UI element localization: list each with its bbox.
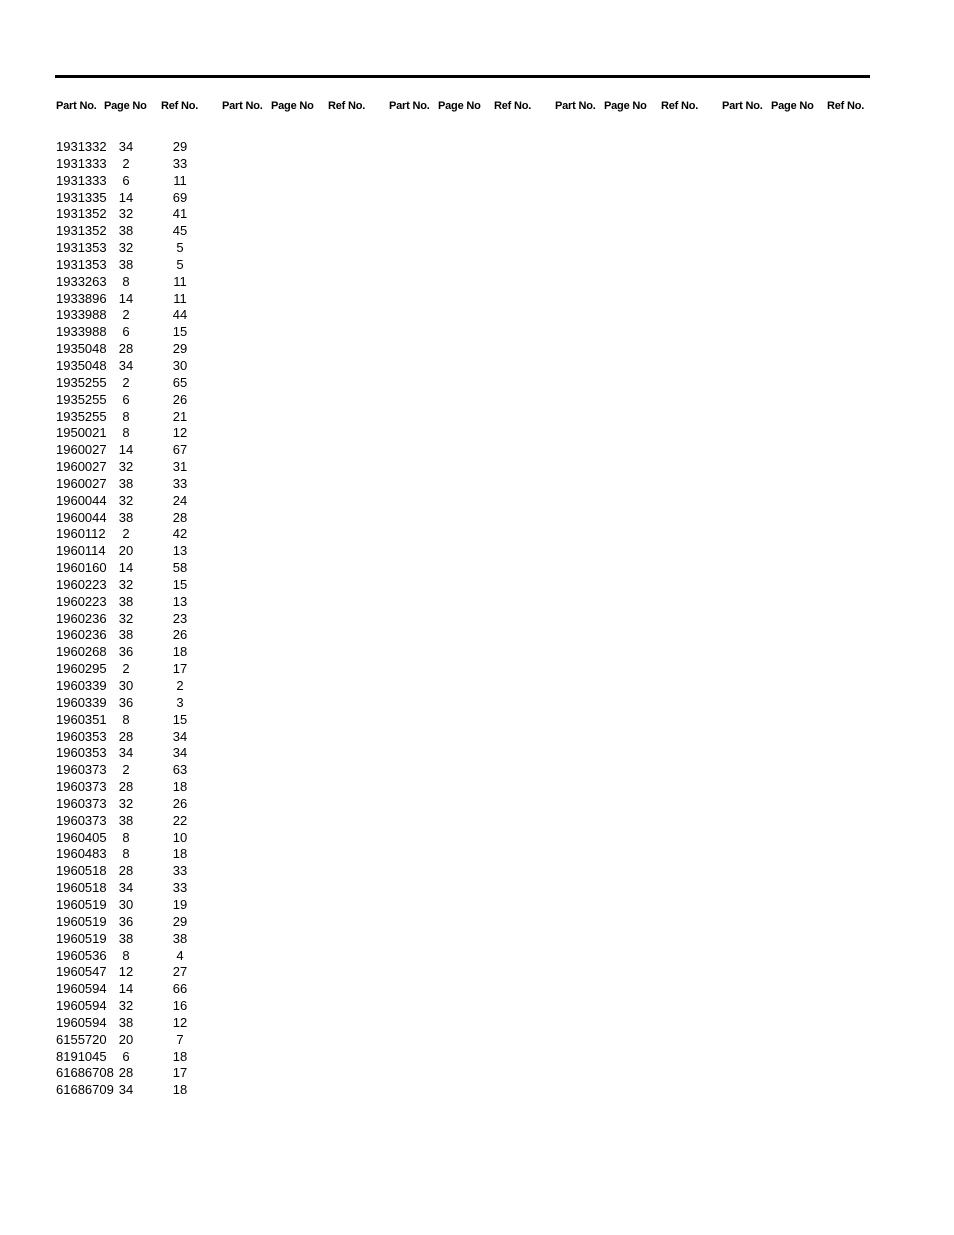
table-row: [55, 830, 235, 847]
table-row: [55, 712, 235, 729]
header-ref-no-1: Ref No.: [161, 100, 199, 112]
part-number: 1931332: [56, 139, 107, 154]
table-row: [55, 627, 235, 644]
part-number: 61686708: [56, 1065, 114, 1081]
page-number: 34: [118, 880, 134, 896]
page-number: 38: [118, 812, 134, 828]
ref-number: 18: [172, 846, 188, 862]
page-number: 34: [118, 745, 134, 761]
header-ref-no-4: Ref No.: [661, 100, 699, 112]
ref-number: 12: [172, 425, 188, 441]
ref-number: 26: [172, 795, 188, 811]
ref-number: 66: [172, 981, 188, 997]
ref-number: 18: [172, 1048, 188, 1064]
page-number: 34: [118, 357, 134, 373]
page-number: 32: [118, 240, 134, 256]
part-number: 1935048: [56, 357, 107, 373]
parts-index-list: [55, 139, 235, 1099]
part-number: 1960373: [56, 812, 107, 828]
page-number: 20: [118, 543, 134, 559]
ref-number: 34: [172, 745, 188, 761]
part-number: 1960351: [56, 711, 107, 727]
page-number: 20: [118, 1031, 134, 1047]
part-number: 1960519: [56, 913, 107, 929]
ref-number: 29: [172, 341, 188, 357]
page-number: 8: [122, 947, 130, 963]
table-row: [55, 476, 235, 493]
ref-number: 23: [172, 610, 188, 626]
ref-number: 17: [172, 661, 188, 677]
header-page-no-2: Page No: [271, 100, 314, 112]
header-page-no-1: Page No: [104, 100, 147, 112]
part-number: 1960236: [56, 627, 107, 643]
part-number: 1960268: [56, 644, 107, 660]
header-part-no-3: Part No.: [389, 100, 430, 112]
part-number: 1960236: [56, 610, 107, 626]
page-number: 32: [118, 206, 134, 222]
ref-number: 63: [172, 762, 188, 778]
ref-number: 18: [172, 644, 188, 660]
part-number: 1960547: [56, 964, 107, 980]
page-number: 2: [122, 762, 130, 778]
part-number: 1960044: [56, 492, 107, 508]
table-row: [55, 375, 235, 392]
page-number: 34: [118, 139, 134, 154]
part-number: 1960160: [56, 560, 107, 576]
page-number: 32: [118, 459, 134, 475]
table-row: [55, 1082, 235, 1099]
table-row: [55, 964, 235, 981]
part-number: 1931352: [56, 223, 107, 239]
ref-number: 22: [172, 812, 188, 828]
part-number: 1960518: [56, 863, 107, 879]
page-number: 28: [118, 863, 134, 879]
table-row: [55, 863, 235, 880]
ref-number: 3: [176, 694, 184, 710]
page-number: 2: [122, 155, 130, 171]
page-number: 32: [118, 998, 134, 1014]
page-number: 8: [122, 846, 130, 862]
table-row: [55, 796, 235, 813]
page-number: 14: [118, 189, 134, 205]
table-row: [55, 1065, 235, 1082]
page-number: 14: [118, 981, 134, 997]
part-number: 1960295: [56, 661, 107, 677]
ref-number: 33: [172, 475, 188, 491]
table-row: [55, 223, 235, 240]
part-number: 1960594: [56, 1014, 107, 1030]
table-row: [55, 813, 235, 830]
ref-number: 13: [172, 543, 188, 559]
part-number: 1935255: [56, 408, 107, 424]
page-number: 14: [118, 290, 134, 306]
part-number: 1960223: [56, 593, 107, 609]
page-number: 6: [122, 391, 130, 407]
table-row: [55, 442, 235, 459]
table-row: [55, 998, 235, 1015]
ref-number: 29: [172, 913, 188, 929]
page-number: 2: [122, 307, 130, 323]
table-row: [55, 190, 235, 207]
ref-number: 13: [172, 593, 188, 609]
table-row: [55, 560, 235, 577]
table-row: [55, 425, 235, 442]
ref-number: 17: [172, 1065, 188, 1081]
ref-number: 69: [172, 189, 188, 205]
table-row: [55, 1032, 235, 1049]
part-number: 1935048: [56, 341, 107, 357]
ref-number: 16: [172, 998, 188, 1014]
ref-number: 24: [172, 492, 188, 508]
part-number: 1960223: [56, 576, 107, 592]
table-row: [55, 1049, 235, 1066]
header-part-no-5: Part No.: [722, 100, 763, 112]
page-number: 14: [118, 560, 134, 576]
part-number: 1960536: [56, 947, 107, 963]
page-number: 14: [118, 442, 134, 458]
page-number: 2: [122, 374, 130, 390]
table-row: [55, 510, 235, 527]
ref-number: 28: [172, 509, 188, 525]
part-number: 1960027: [56, 459, 107, 475]
part-number: 8191045: [56, 1048, 107, 1064]
ref-number: 38: [172, 930, 188, 946]
table-row: [55, 695, 235, 712]
table-row: [55, 341, 235, 358]
ref-number: 19: [172, 896, 188, 912]
part-number: 1960373: [56, 762, 107, 778]
ref-number: 30: [172, 357, 188, 373]
ref-number: 26: [172, 627, 188, 643]
header-rule: [55, 75, 870, 78]
page-number: 38: [118, 930, 134, 946]
ref-number: 21: [172, 408, 188, 424]
ref-number: 18: [172, 779, 188, 795]
table-row: [55, 493, 235, 510]
table-row: [55, 139, 235, 156]
ref-number: 15: [172, 576, 188, 592]
table-row: [55, 324, 235, 341]
page-number: 6: [122, 1048, 130, 1064]
page-number: 38: [118, 593, 134, 609]
header-ref-no-5: Ref No.: [827, 100, 865, 112]
part-number: 1960353: [56, 745, 107, 761]
page-number: 8: [122, 829, 130, 845]
page-number: 32: [118, 492, 134, 508]
ref-number: 18: [172, 1082, 188, 1098]
page-number: 32: [118, 795, 134, 811]
ref-number: 4: [176, 947, 184, 963]
table-row: [55, 577, 235, 594]
table-row: [55, 257, 235, 274]
table-row: [55, 173, 235, 190]
table-row: [55, 307, 235, 324]
table-row: [55, 459, 235, 476]
ref-number: 2: [176, 678, 184, 693]
part-number: 1933988: [56, 324, 107, 340]
table-row: [55, 914, 235, 931]
part-number: 1933263: [56, 273, 107, 289]
part-number: 1960353: [56, 728, 107, 744]
page-number: 8: [122, 408, 130, 424]
ref-number: 65: [172, 374, 188, 390]
page-number: 38: [118, 223, 134, 239]
part-number: 1935255: [56, 391, 107, 407]
ref-number: 42: [172, 526, 188, 542]
header-page-no-4: Page No: [604, 100, 647, 112]
ref-number: 29: [172, 139, 188, 154]
table-row: [55, 678, 235, 695]
table-row: [55, 526, 235, 543]
part-number: 1960373: [56, 779, 107, 795]
table-row: [55, 779, 235, 796]
page-number: 6: [122, 324, 130, 340]
part-number: 1931333: [56, 172, 107, 188]
table-row: [55, 392, 235, 409]
table-row: [55, 880, 235, 897]
ref-number: 11: [173, 290, 187, 306]
table-row: [55, 897, 235, 914]
table-row: [55, 543, 235, 560]
ref-number: 31: [172, 459, 188, 475]
page-number: 12: [118, 964, 134, 980]
table-row: [55, 846, 235, 863]
ref-number: 11: [173, 273, 187, 289]
part-number: 1931353: [56, 256, 107, 272]
table-row: [55, 931, 235, 948]
ref-number: 5: [176, 240, 184, 256]
ref-number: 10: [172, 829, 188, 845]
header-page-no-3: Page No: [438, 100, 481, 112]
page-number: 28: [118, 1065, 134, 1081]
page-number: 34: [118, 1082, 134, 1098]
table-row: [55, 291, 235, 308]
page-number: 38: [118, 256, 134, 272]
table-row: [55, 644, 235, 661]
part-number: 1933896: [56, 290, 107, 306]
part-number: 1960112: [56, 526, 106, 542]
page-number: 36: [118, 913, 134, 929]
ref-number: 7: [176, 1031, 184, 1047]
table-row: [55, 594, 235, 611]
table-row: [55, 948, 235, 965]
part-number: 1960027: [56, 442, 107, 458]
page-number: 8: [122, 711, 130, 727]
ref-number: 44: [172, 307, 188, 323]
table-row: [55, 358, 235, 375]
header-part-no-1: Part No.: [56, 100, 97, 112]
part-number: 1931353: [56, 240, 107, 256]
page-number: 38: [118, 509, 134, 525]
table-row: [55, 1015, 235, 1032]
table-row: [55, 661, 235, 678]
part-number: 1960518: [56, 880, 107, 896]
ref-number: 15: [172, 711, 188, 727]
part-number: 1960339: [56, 694, 107, 710]
page-number: 38: [118, 627, 134, 643]
part-number: 1931333: [56, 155, 107, 171]
part-number: 1960027: [56, 475, 107, 491]
ref-number: 41: [172, 206, 188, 222]
table-row: [55, 981, 235, 998]
part-number: 1960594: [56, 981, 107, 997]
page-number: 2: [122, 661, 130, 677]
ref-number: 34: [172, 728, 188, 744]
page-number: 6: [122, 172, 130, 188]
ref-number: 15: [172, 324, 188, 340]
header-ref-no-2: Ref No.: [328, 100, 366, 112]
page-number: 28: [118, 341, 134, 357]
ref-number: 58: [172, 560, 188, 576]
table-row: [55, 729, 235, 746]
part-number: 6155720: [56, 1031, 107, 1047]
page-number: 28: [118, 728, 134, 744]
part-number: 1960519: [56, 896, 107, 912]
table-row: [55, 611, 235, 628]
part-number: 1960114: [56, 543, 106, 559]
part-number: 1935255: [56, 374, 107, 390]
header-part-no-2: Part No.: [222, 100, 263, 112]
page-number: 8: [122, 425, 130, 441]
ref-number: 12: [172, 1014, 188, 1030]
table-row: [55, 156, 235, 173]
page-number: 38: [118, 475, 134, 491]
table-row: [55, 745, 235, 762]
ref-number: 33: [172, 863, 188, 879]
ref-number: 45: [172, 223, 188, 239]
page-number: 28: [118, 779, 134, 795]
part-number: 1931335: [56, 189, 107, 205]
page-number: 30: [118, 896, 134, 912]
part-number: 1960339: [56, 678, 107, 693]
ref-number: 26: [172, 391, 188, 407]
part-number: 1933988: [56, 307, 107, 323]
ref-number: 33: [172, 155, 188, 171]
ref-number: 27: [172, 964, 188, 980]
table-row: [55, 409, 235, 426]
table-row: [55, 762, 235, 779]
ref-number: 5: [176, 256, 184, 272]
part-number: 1960405: [56, 829, 107, 845]
part-number: 1960594: [56, 998, 107, 1014]
part-number: 1960483: [56, 846, 107, 862]
header-page-no-5: Page No: [771, 100, 814, 112]
page-number: 8: [122, 273, 130, 289]
page-number: 30: [118, 678, 134, 693]
page-number: 32: [118, 610, 134, 626]
header-part-no-4: Part No.: [555, 100, 596, 112]
page-number: 38: [118, 1014, 134, 1030]
ref-number: 11: [173, 172, 187, 188]
ref-number: 67: [172, 442, 188, 458]
page-number: 32: [118, 576, 134, 592]
page-number: 36: [118, 644, 134, 660]
part-number: 1931352: [56, 206, 107, 222]
header-ref-no-3: Ref No.: [494, 100, 532, 112]
part-number: 1960519: [56, 930, 107, 946]
table-row: [55, 240, 235, 257]
page-number: 2: [122, 526, 130, 542]
ref-number: 33: [172, 880, 188, 896]
table-row: [55, 206, 235, 223]
table-row: [55, 274, 235, 291]
page-number: 36: [118, 694, 134, 710]
part-number: 1960044: [56, 509, 107, 525]
part-number: 1950021: [56, 425, 107, 441]
part-number: 1960373: [56, 795, 107, 811]
part-number: 61686709: [56, 1082, 114, 1098]
